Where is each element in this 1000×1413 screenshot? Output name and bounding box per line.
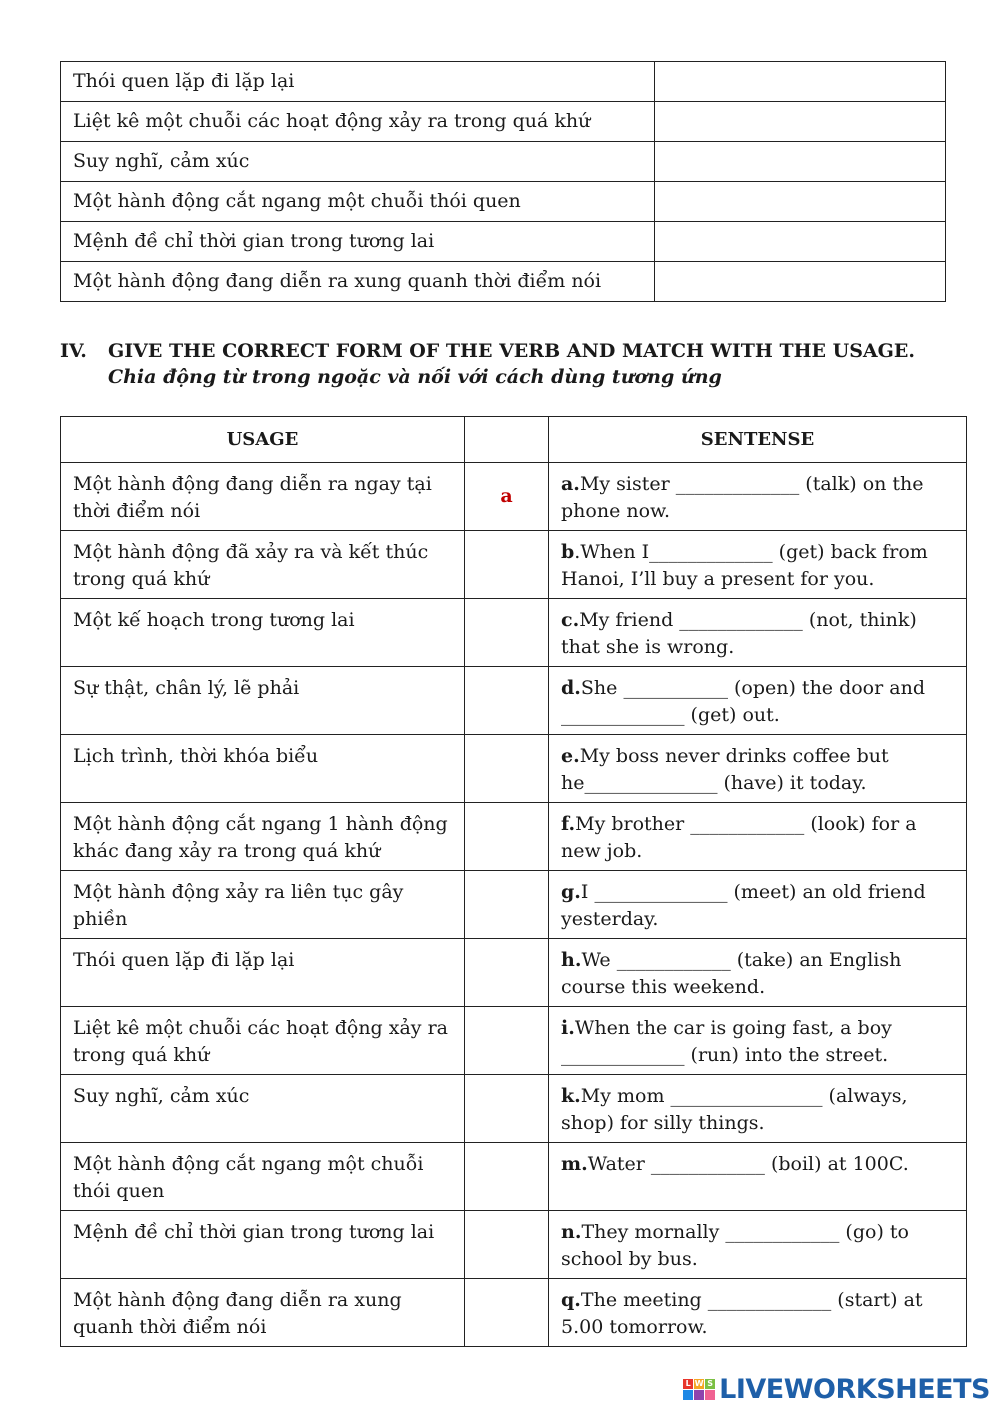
- matching-table-header: [61, 417, 967, 463]
- sentence-text: When the car is going fast, a boy _____________ (run) into the street.: [561, 1017, 892, 1066]
- sentence-cell: [549, 803, 967, 871]
- top-table-row: [61, 142, 946, 182]
- sentence-text: We ____________ (take) an English course this weekend.: [561, 949, 902, 998]
- sentence-letter: f.: [561, 813, 576, 835]
- sentence-letter: k.: [561, 1085, 581, 1107]
- sentence-text: My sister _____________ (talk) on the phone now.: [561, 473, 924, 522]
- answer-cell[interactable]: [655, 222, 946, 262]
- answer-cell[interactable]: [655, 62, 946, 102]
- usage-cell: Suy nghĩ, cảm xúc: [61, 1075, 465, 1143]
- usage-cell: Mệnh đề chỉ thời gian trong tương lai: [61, 222, 655, 262]
- match-answer-cell[interactable]: [465, 1075, 549, 1143]
- top-table: [60, 61, 946, 302]
- table-row: [61, 531, 967, 599]
- match-answer-cell[interactable]: [465, 667, 549, 735]
- sentence-cell: [549, 463, 967, 531]
- sentence-cell: [549, 599, 967, 667]
- sentence-letter: n.: [561, 1221, 582, 1243]
- header-sentence: SENTENSE: [549, 417, 967, 463]
- logo-tile: S: [705, 1379, 715, 1389]
- sentence-text: My mom ________________ (always, shop) for silly things.: [561, 1085, 908, 1134]
- table-row: [61, 1007, 967, 1075]
- top-table-row: [61, 262, 946, 302]
- usage-cell: Thói quen lặp đi lặp lại: [61, 939, 465, 1007]
- match-answer-cell[interactable]: [465, 735, 549, 803]
- usage-cell: Sự thật, chân lý, lẽ phải: [61, 667, 465, 735]
- usage-cell: Một hành động xảy ra liên tục gây phiền: [61, 871, 465, 939]
- usage-cell: Một hành động cắt ngang một chuỗi thói quen: [61, 1143, 465, 1211]
- sentence-letter: b: [561, 541, 575, 563]
- sentence-letter: i.: [561, 1017, 575, 1039]
- table-row: [61, 803, 967, 871]
- sentence-letter: c.: [561, 609, 580, 631]
- table-row: [61, 463, 967, 531]
- sentence-cell: [549, 735, 967, 803]
- sentence-cell: [549, 939, 967, 1007]
- sentence-text: They mornally ____________ (go) to school by bus.: [561, 1221, 909, 1270]
- sentence-cell: [549, 1143, 967, 1211]
- answer-cell[interactable]: [655, 182, 946, 222]
- usage-cell: Thói quen lặp đi lặp lại: [61, 62, 655, 102]
- sentence-letter: m.: [561, 1153, 588, 1175]
- sentence-text: Water ____________ (boil) at 100C.: [587, 1153, 909, 1175]
- usage-cell: Một hành động đang diễn ra xung quanh thời điểm nói: [61, 1279, 465, 1347]
- usage-cell: Liệt kê một chuỗi các hoạt động xảy ra trong quá khứ: [61, 1007, 465, 1075]
- sentence-text: My boss never drinks coffee but he______________ (have) it today.: [561, 745, 889, 794]
- usage-cell: Một hành động cắt ngang một chuỗi thói quen: [61, 182, 655, 222]
- table-row: [61, 735, 967, 803]
- sentence-cell: [549, 1211, 967, 1279]
- match-answer-cell[interactable]: [465, 1007, 549, 1075]
- sentence-text: My brother ____________ (look) for a new job.: [561, 813, 917, 862]
- usage-cell: Một hành động đã xảy ra và kết thúc trong quá khứ: [61, 531, 465, 599]
- sentence-letter: e.: [561, 745, 580, 767]
- usage-cell: Lịch trình, thời khóa biểu: [61, 735, 465, 803]
- match-answer-cell[interactable]: a: [465, 463, 549, 531]
- sentence-cell: [549, 1075, 967, 1143]
- top-table-row: [61, 222, 946, 262]
- top-table-row: [61, 62, 946, 102]
- logo-tile: L: [683, 1379, 693, 1389]
- logo-tile: [694, 1390, 704, 1400]
- sentence-cell: [549, 531, 967, 599]
- logo-tile: [705, 1390, 715, 1400]
- section-heading: [60, 338, 960, 390]
- match-answer-cell[interactable]: [465, 1143, 549, 1211]
- table-row: [61, 871, 967, 939]
- usage-cell: Một hành động đang diễn ra ngay tại thời điểm nói: [61, 463, 465, 531]
- answer-cell[interactable]: [655, 262, 946, 302]
- table-row: [61, 1279, 967, 1347]
- section-subtitle: Chia động từ trong ngoặc và nối với cách dùng tương ứng: [108, 366, 722, 388]
- match-answer-cell[interactable]: [465, 531, 549, 599]
- match-answer-cell[interactable]: [465, 599, 549, 667]
- header-match: [465, 417, 549, 463]
- sentence-text: The meeting _____________ (start) at 5.00 tomorrow.: [561, 1289, 923, 1338]
- match-answer-cell[interactable]: [465, 1211, 549, 1279]
- sentence-cell: [549, 1007, 967, 1075]
- answer-cell[interactable]: [655, 102, 946, 142]
- sentence-text: My friend _____________ (not, think) that she is wrong.: [561, 609, 917, 658]
- usage-cell: Liệt kê một chuỗi các hoạt động xảy ra trong quá khứ: [61, 102, 655, 142]
- section-title: GIVE THE CORRECT FORM OF THE VERB AND MATCH WITH THE USAGE.: [108, 340, 915, 362]
- table-row: [61, 1075, 967, 1143]
- answer-cell[interactable]: [655, 142, 946, 182]
- sentence-letter: d.: [561, 677, 581, 699]
- logo-tile: W: [694, 1379, 704, 1388]
- match-answer-cell[interactable]: [465, 803, 549, 871]
- top-table-row: [61, 102, 946, 142]
- match-answer-cell[interactable]: [465, 1279, 549, 1347]
- usage-cell: Mệnh đề chỉ thời gian trong tương lai: [61, 1211, 465, 1279]
- sentence-text: She ___________ (open) the door and _____________ (get) out.: [561, 677, 925, 726]
- liveworksheets-logo-icon: [683, 1379, 715, 1400]
- sentence-cell: [549, 871, 967, 939]
- header-usage: USAGE: [61, 417, 465, 463]
- matching-table: [60, 416, 967, 1347]
- sentence-cell: [549, 1279, 967, 1347]
- table-row: [61, 939, 967, 1007]
- match-answer-cell[interactable]: [465, 939, 549, 1007]
- match-answer-cell[interactable]: [465, 871, 549, 939]
- sentence-letter: q.: [561, 1289, 581, 1311]
- sentence-letter: a.: [561, 473, 580, 495]
- watermark-text: LIVEWORKSHEETS: [719, 1374, 990, 1405]
- top-table-row: [61, 182, 946, 222]
- sentence-letter: g.: [561, 881, 581, 903]
- table-row: [61, 1143, 967, 1211]
- usage-cell: Một kế hoạch trong tương lai: [61, 599, 465, 667]
- logo-tile: [683, 1390, 693, 1400]
- section-title-line: [60, 338, 960, 364]
- liveworksheets-watermark: [683, 1374, 990, 1405]
- usage-cell: Một hành động cắt ngang 1 hành động khác đang xảy ra trong quá khứ: [61, 803, 465, 871]
- sentence-text: I ______________ (meet) an old friend yesterday.: [561, 881, 926, 930]
- sentence-cell: [549, 667, 967, 735]
- table-row: [61, 1211, 967, 1279]
- sentence-text: .When I_____________ (get) back from Hanoi, I’ll buy a present for you.: [561, 541, 928, 590]
- table-row: [61, 599, 967, 667]
- section-number: IV.: [60, 340, 87, 362]
- usage-cell: Một hành động đang diễn ra xung quanh thời điểm nói: [61, 262, 655, 302]
- usage-cell: Suy nghĩ, cảm xúc: [61, 142, 655, 182]
- table-row: [61, 667, 967, 735]
- sentence-letter: h.: [561, 949, 582, 971]
